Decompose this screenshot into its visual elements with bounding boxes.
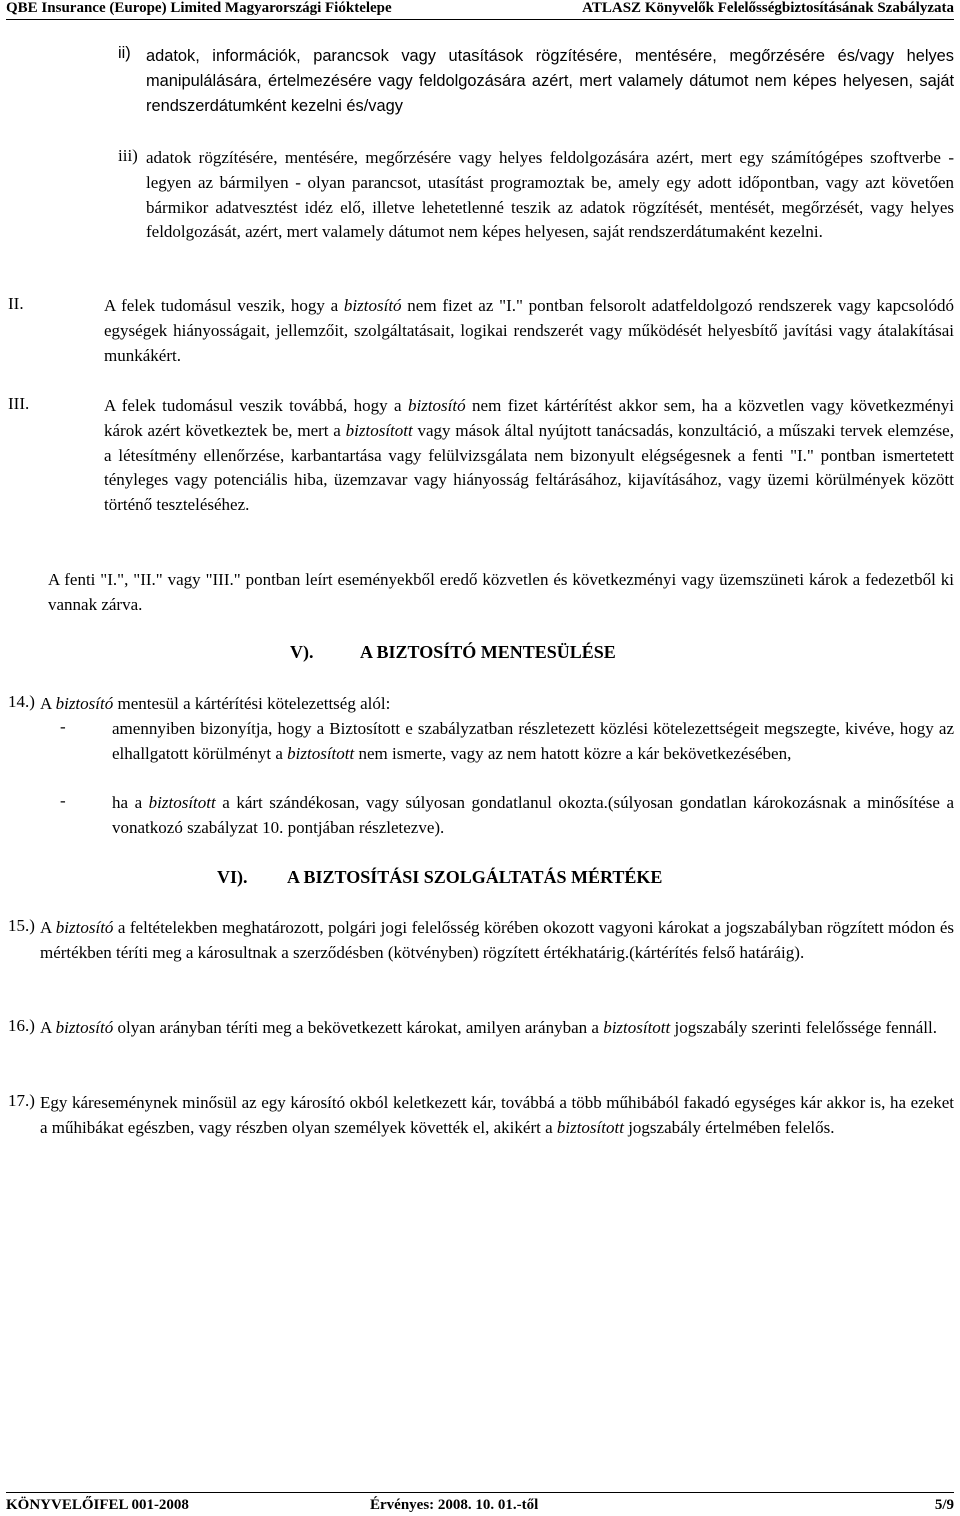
bullet-dash: - xyxy=(60,716,66,736)
header-document-title: ATLASZ Könyvelők Felelősségbiztosításának Szabályzata xyxy=(582,0,954,16)
section-v-heading xyxy=(290,642,616,663)
term-biztositott: biztosított xyxy=(287,743,355,763)
term-biztosito: biztosító xyxy=(343,296,402,315)
paragraph-15-number: 15.) xyxy=(8,916,35,935)
term-biztositott: biztosított xyxy=(345,420,413,440)
paragraph-16-text: A biztosító olyan arányban téríti meg a bekövetkezett károkat, amilyen arányban a biztosított jogszabály szerinti felelőssége fennáll. xyxy=(40,1018,937,1037)
item-iii-number: iii) xyxy=(118,146,138,165)
item-II-number: II. xyxy=(8,294,24,313)
paragraph-14-number: 14.) xyxy=(8,692,35,711)
item-ii-text: adatok, információk, parancsok vagy utasítások rögzítésére, mentésére, megőrzésére és/vagy helyes manipulálására, értelmezésére vagy feldolgozására azért, mert valamely dátumot nem képes helyesen, saját rendszerdátumként kezelni és/vagy xyxy=(146,47,954,115)
exclusion-summary: A fenti "I.", "II." vagy "III." pontban leírt eseményekből eredő közvetlen és következményi vagy üzemszüneti károk a fedezetből ki vannak zárva. xyxy=(48,570,954,614)
item-III-number: III. xyxy=(8,394,30,413)
item-II-text: A felek tudomásul veszik, hogy a biztosító nem fizet az "I." pontban felsorolt adatfeldolgozó rendszerek vagy kapcsolódó egységek hiányosságait, jellemzőit, szolgáltatásait, logikai rendszerét vagy működését helyesbítő javítási vagy átalakításai munkákért. xyxy=(104,296,954,365)
term-biztosito: biztosító xyxy=(55,694,114,713)
paragraph-17-text: Egy káreseménynek minősül az egy károsító okból keletkezett kár, továbbá a több műhibából fakadó egységes kár akkor is, ha ezeket a műhibákat egészben, vagy részben olyan személyek követték el, akikért a biztosított jogszabály értelmében felelős. xyxy=(40,1093,954,1137)
header-company: QBE Insurance (Europe) Limited Magyarországi Fióktelepe xyxy=(6,0,392,16)
paragraph-14-bullet-1: amennyiben bizonyítja, hogy a Biztosított e szabályzatban részletezett közlési kötelezettségeit megszegte, kivéve, hogy az elhallgatott körülményt a biztosított nem ismerte, vagy az nem hatott közre a kár bekövetkezésében, xyxy=(112,718,954,763)
section-v-title: A BIZTOSÍTÓ MENTESÜLÉSE xyxy=(360,642,616,662)
item-III-text: A felek tudomásul veszik továbbá, hogy a biztosító nem fizet kártérítést akkor sem, ha a közvetlen vagy következményi károk azért következtek be, mert a biztosított vagy mások által nyújtott tanácsadás, konzultáció, a műszaki tervek elemzése, a létesítmény ellenőrzése, karbantartása vagy felülvizsgálata nem bizonyult elégségesnek a fenti "I." pontban ismertetett tényleges vagy potenciális hiba, üzemzavar vagy hiányosság feltárásához, kijavításához, vagy üzemi körülmények között történő teszteléséhez. xyxy=(104,396,954,515)
paragraph-14-bullet-2: ha a biztosított a kárt szándékosan, vagy súlyosan gondatlanul okozta.(súlyosan gondatlan károkozásnak a minősítése a vonatkozó szabályzat 10. pontjában részletezve). xyxy=(112,793,954,837)
term-biztosito: biztosító xyxy=(408,396,466,415)
section-vi-title: A BIZTOSÍTÁSI SZOLGÁLTATÁS MÉRTÉKE xyxy=(287,867,663,887)
term-biztositott: biztosított xyxy=(148,793,216,813)
section-vi-heading xyxy=(217,867,663,888)
footer-document-code: KÖNYVELŐIFEL 001-2008 xyxy=(6,1497,189,1513)
footer-page-number: 5/9 xyxy=(934,1497,954,1513)
section-vi-number: VI). xyxy=(217,867,248,887)
item-ii-number: ii) xyxy=(118,44,131,62)
term-biztositott: biztosított xyxy=(556,1117,624,1137)
term-biztosito: biztosító xyxy=(55,918,114,937)
page-footer xyxy=(6,1492,954,1515)
page-header xyxy=(6,0,954,20)
section-v-number: V). xyxy=(290,642,314,662)
bullet-dash: - xyxy=(60,791,66,811)
paragraph-14-intro: A biztosító mentesül a kártérítési kötelezettség alól: xyxy=(40,694,391,713)
term-biztosito: biztosító xyxy=(55,1018,114,1037)
term-biztositott: biztosított xyxy=(603,1018,671,1037)
footer-validity: Érvényes: 2008. 10. 01.-től xyxy=(370,1497,539,1513)
item-iii-text: adatok rögzítésére, mentésére, megőrzésére vagy helyes feldolgozására azért, mert egy számítógépes szoftverbe - legyen az bármilyen - olyan parancsot, utasítást programoztak be, amely egy adott időpontban, vagy azt követően bármikor adatvesztést idéz elő, illetve lehetetlenné teszik az adatok rögzítését, mentését, megőrzését, vagy helyes feldolgozását, azért, mert valamely dátumot nem képes helyesen, saját rendszerdátumaként kezelni. xyxy=(146,148,954,242)
paragraph-17-number: 17.) xyxy=(8,1091,35,1110)
paragraph-15-text: A biztosító a feltételekben meghatározott, polgári jogi felelősség körében okozott vagyoni károkat a jogszabályban rögzített módon és mértékben téríti meg a károsultnak a szerződésben (kötvényben) rögzített értékhatárig.(kártérítés felső határáig). xyxy=(40,918,954,962)
paragraph-16-number: 16.) xyxy=(8,1016,35,1035)
